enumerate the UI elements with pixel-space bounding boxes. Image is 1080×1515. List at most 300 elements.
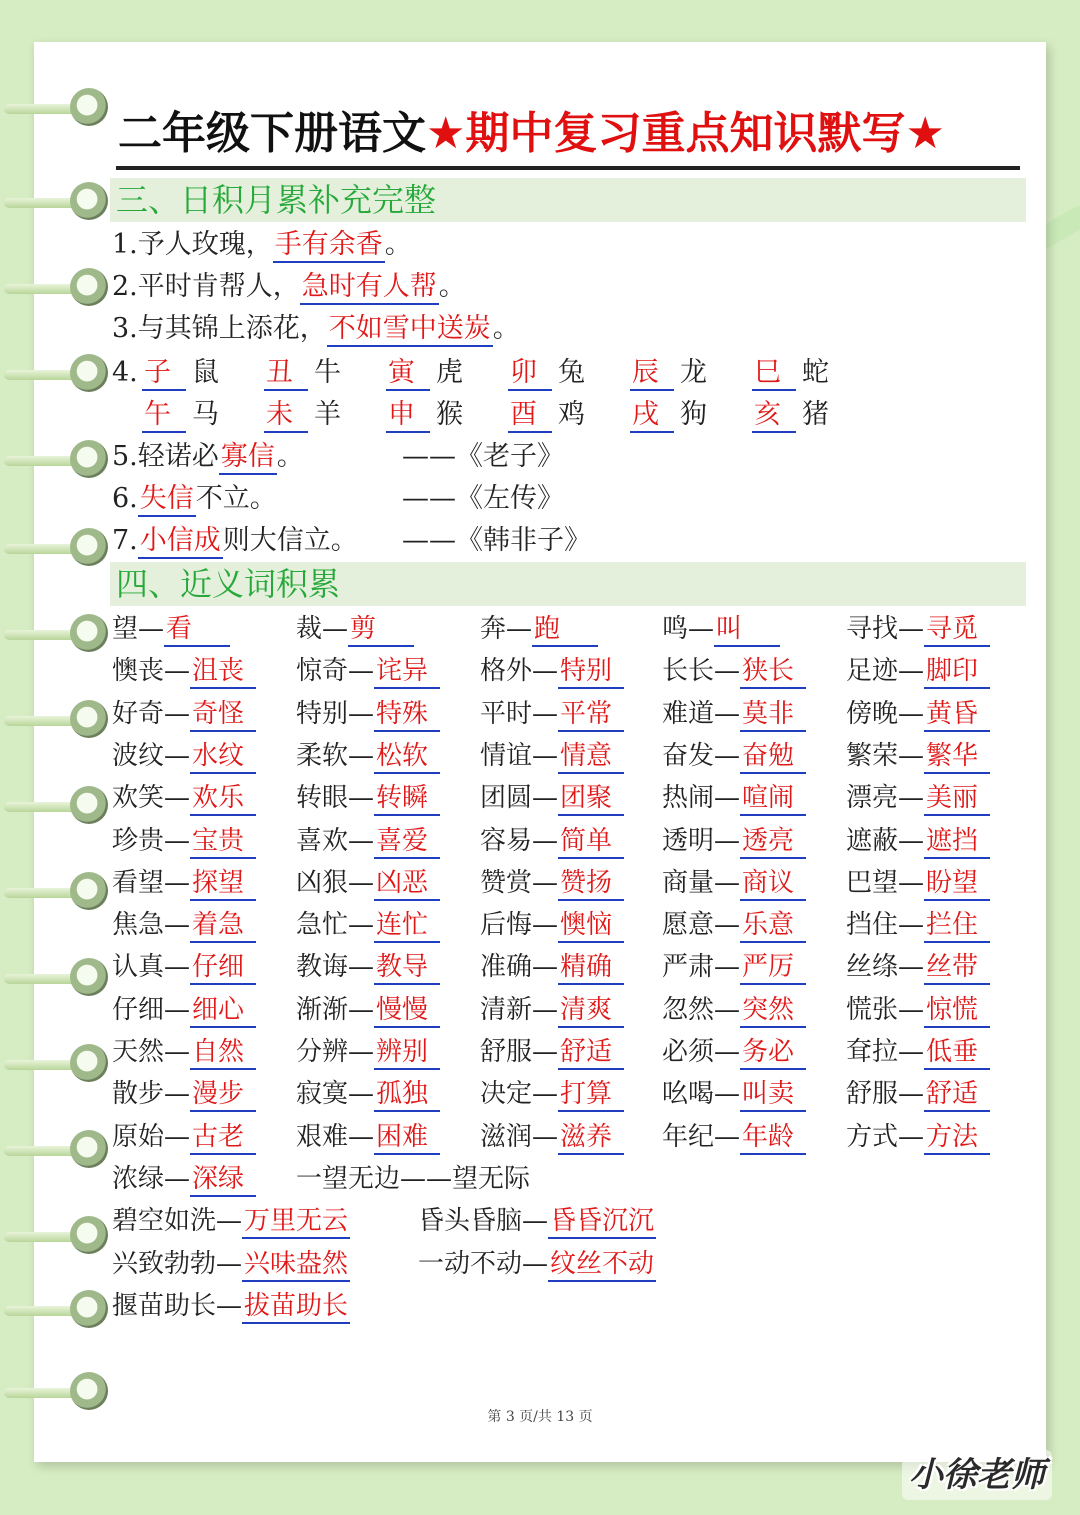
ring-hole: [70, 354, 108, 392]
word: 望: [112, 614, 139, 644]
answer-blank: 亥: [752, 399, 796, 433]
word: 急忙: [296, 910, 349, 941]
synonym-pair: [296, 866, 440, 901]
answer-blank: 寻觅: [924, 613, 990, 647]
line-text: 。: [438, 271, 466, 302]
word: 吆喝: [662, 1079, 715, 1110]
answer-blank: 仔细: [190, 951, 256, 985]
answer-blank: 丑: [264, 357, 308, 391]
dash: —: [898, 825, 925, 856]
idiom: 揠苗助长: [112, 1291, 217, 1321]
fill-line-2: [112, 270, 466, 305]
synonym-pair: [296, 1077, 440, 1112]
dash: —: [138, 614, 165, 644]
word: 舒服: [846, 1079, 899, 1110]
answer-blank: 清爽: [558, 994, 624, 1028]
synonym-pair: [112, 739, 256, 774]
synonym-pair: [112, 824, 256, 859]
synonym-pair: [846, 654, 990, 689]
answer-blank: 务必: [740, 1036, 806, 1070]
word: 懊丧: [112, 656, 165, 687]
dash: —: [898, 910, 925, 941]
word: 看望: [112, 867, 165, 898]
synonym-pair: [662, 697, 806, 732]
synonym-pair: [480, 739, 624, 774]
answer-blank: 惊慌: [924, 994, 990, 1028]
binder-ring: [4, 958, 116, 998]
synonym-pair: [480, 866, 624, 901]
word: 原始: [112, 1121, 165, 1152]
line-text: 。: [276, 441, 304, 472]
zodiac-animal: 羊: [314, 399, 341, 430]
binder-ring: [4, 1216, 116, 1256]
answer-blank: 子: [142, 357, 186, 391]
binder-ring: [4, 700, 116, 740]
synonym-pair: [296, 950, 440, 985]
idiom: 兴致勃勃: [112, 1248, 217, 1279]
answer-blank: 叫卖: [740, 1078, 806, 1112]
line-text: 。: [384, 229, 412, 260]
synonym-pair: [662, 993, 806, 1028]
word: 忽然: [662, 994, 715, 1025]
answer-blank: 简单: [558, 825, 624, 859]
answer-blank: 戌: [630, 399, 674, 433]
answer-blank: 着急: [190, 909, 256, 943]
answer-blank: 细心: [190, 994, 256, 1028]
dash: —: [348, 825, 375, 856]
dash: —: [714, 1037, 741, 1067]
synonym-pair: [662, 612, 780, 647]
dash: —: [532, 867, 559, 898]
word: 裁: [296, 614, 323, 644]
answer-blank: 卯: [508, 357, 552, 391]
answer-blank: 商议: [740, 867, 806, 901]
zodiac-animal: 牛: [314, 357, 341, 388]
title-underline: [116, 166, 1020, 170]
zodiac-pair: [264, 398, 341, 433]
word: 分辨: [296, 1037, 349, 1067]
zodiac-animal: 鼠: [192, 357, 219, 388]
word: 焦急: [112, 910, 165, 941]
dash: —: [898, 656, 925, 687]
synonym-pair: [112, 1120, 256, 1155]
answer-blank: 古老: [190, 1121, 256, 1155]
zodiac-pair: [142, 398, 219, 433]
answer-blank: 突然: [740, 994, 806, 1028]
word: 鸣: [662, 614, 689, 644]
answer-blank: 喧闹: [740, 782, 806, 816]
answer-blank: 急时有人帮: [300, 271, 439, 305]
answer-blank: 转瞬: [374, 782, 440, 816]
synonym-pair: [296, 612, 414, 647]
answer-blank: 舒适: [924, 1078, 990, 1112]
zodiac-pair: [508, 356, 585, 391]
dash: —: [348, 656, 375, 687]
line-text: 1.予人玫瑰，: [112, 229, 273, 260]
dash: —: [898, 994, 925, 1025]
ring-hole: [70, 268, 108, 306]
synonym-pair: [296, 993, 440, 1028]
answer-blank: 打算: [558, 1078, 624, 1112]
answer-blank: 美丽: [924, 782, 990, 816]
binder-ring: [4, 182, 116, 222]
synonym-pair: [112, 1077, 256, 1112]
word: 柔软: [296, 740, 349, 771]
page-footer: 第 3 页/共 13 页: [487, 1409, 593, 1425]
synonym-pair: [112, 950, 256, 985]
zodiac-pair: [508, 398, 585, 433]
synonym-pair: [662, 781, 806, 816]
word: 漂亮: [846, 783, 899, 814]
synonym-pair: [846, 781, 990, 816]
zodiac-pair: [630, 356, 707, 391]
word: 团圆: [480, 783, 533, 814]
binder-ring: [4, 528, 116, 568]
answer-blank: 特别: [558, 655, 624, 689]
synonym-pair: [112, 908, 256, 943]
synonym-pair: [662, 739, 806, 774]
synonym-pair: [480, 697, 624, 732]
synonym-pair: [480, 781, 624, 816]
quote-line-5: [112, 440, 304, 475]
word: 惊奇: [296, 656, 349, 687]
binder-ring: [4, 1290, 116, 1330]
binder-ring: [4, 1044, 116, 1084]
word: 商量: [662, 867, 715, 898]
plain-idiom-pair: 一望无边——望无际: [296, 1164, 531, 1194]
answer-blank: 寡信: [219, 441, 277, 475]
binder-ring: [4, 614, 116, 654]
synonym-pair: [480, 1035, 624, 1070]
answer-blank: 辰: [630, 357, 674, 391]
synonym-pair: [480, 824, 624, 859]
synonym-pair: [846, 1077, 990, 1112]
synonym-pair: [296, 824, 440, 859]
word: 足迹: [846, 656, 899, 687]
synonym-pair: [662, 1077, 806, 1112]
dash: —: [164, 740, 191, 771]
answer-blank: 看: [164, 613, 230, 647]
dash: —: [164, 656, 191, 687]
word: 愿意: [662, 910, 715, 941]
word: 天然: [112, 1037, 165, 1067]
word: 好奇: [112, 698, 165, 729]
synonym-pair: [846, 612, 990, 647]
word: 后悔: [480, 910, 533, 941]
synonym-pair: [296, 1035, 440, 1070]
synonym-pair: [846, 1120, 990, 1155]
synonym-pair: [296, 697, 440, 732]
zodiac-pair: [142, 356, 219, 391]
answer-blank: 申: [386, 399, 430, 433]
answer-blank: 诧异: [374, 655, 440, 689]
answer-blank: 乐意: [740, 909, 806, 943]
answer-blank: 特殊: [374, 698, 440, 732]
word: 赞赏: [480, 867, 533, 898]
synonym-pair: [846, 993, 990, 1028]
dash: —: [898, 614, 925, 644]
zodiac-pair: [386, 398, 463, 433]
word: 决定: [480, 1079, 533, 1110]
answer-blank: 精确: [558, 951, 624, 985]
word: 清新: [480, 994, 533, 1025]
zodiac-pair: [386, 356, 463, 391]
answer-blank: 莫非: [740, 698, 806, 732]
answer-blank: 万里无云: [242, 1205, 350, 1239]
ring-hole: [70, 440, 108, 478]
answer-blank: 探望: [190, 867, 256, 901]
answer-blank: 手有余香: [273, 229, 385, 263]
line-text: 5.轻诺必: [112, 441, 219, 472]
word: 年纪: [662, 1121, 715, 1152]
ring-hole: [70, 182, 108, 220]
answer-blank: 透亮: [740, 825, 806, 859]
synonym-pair: [112, 612, 230, 647]
word: 慌张: [846, 994, 899, 1025]
dash: —: [532, 656, 559, 687]
answer-blank: 自然: [190, 1036, 256, 1070]
word: 奋发: [662, 740, 715, 771]
dash: —: [898, 1079, 925, 1110]
word: 容易: [480, 825, 533, 856]
synonym-pair: [296, 781, 440, 816]
dash: —: [164, 952, 191, 983]
word: 艰难: [296, 1121, 349, 1152]
word: 奔: [480, 614, 507, 644]
answer-blank: 寅: [386, 357, 430, 391]
dash: —: [532, 740, 559, 771]
answer-blank: 酉: [508, 399, 552, 433]
word: 难道: [662, 698, 715, 729]
answer-blank: 黄昏: [924, 698, 990, 732]
idiom-pair: [112, 1204, 350, 1239]
answer-blank: 凶恶: [374, 867, 440, 901]
zodiac-animal: 兔: [558, 357, 585, 388]
zodiac-pair: [752, 356, 829, 391]
ring-hole: [70, 88, 108, 126]
ring-hole: [70, 614, 108, 652]
idiom: 碧空如洗: [112, 1206, 217, 1236]
dash: —: [714, 1121, 741, 1152]
synonym-pair: [662, 824, 806, 859]
dash: —: [322, 614, 349, 644]
dash: —: [164, 994, 191, 1025]
answer-blank: 困难: [374, 1121, 440, 1155]
synonym-pair: [112, 866, 256, 901]
synonym-pair: [662, 654, 806, 689]
answer-blank: 狭长: [740, 655, 806, 689]
synonym-pair: [480, 1077, 624, 1112]
dash: —: [348, 1037, 375, 1067]
dash: —: [348, 740, 375, 771]
answer-blank: 连忙: [374, 909, 440, 943]
dash: —: [164, 910, 191, 941]
binder-ring: [4, 786, 116, 826]
answer-blank: 宝贵: [190, 825, 256, 859]
dash: —: [216, 1248, 243, 1279]
answer-blank: 平常: [558, 698, 624, 732]
synonym-pair: [846, 1035, 990, 1070]
dash: —: [522, 1248, 549, 1279]
word: 滋润: [480, 1121, 533, 1152]
word: 欢笑: [112, 783, 165, 814]
dash: —: [532, 783, 559, 814]
word: 丝绦: [846, 952, 899, 983]
idiom-pair: [418, 1247, 656, 1282]
word: 特别: [296, 698, 349, 729]
zodiac-animal: 狗: [680, 399, 707, 430]
answer-blank: 情意: [558, 740, 624, 774]
title-main: 二年级下册语文: [118, 108, 426, 159]
word: 寂寞: [296, 1079, 349, 1110]
synonym-pair: [112, 781, 256, 816]
synonym-pair: [846, 739, 990, 774]
word: 格外: [480, 656, 533, 687]
word: 方式: [846, 1121, 899, 1152]
answer-blank: 昏昏沉沉: [548, 1205, 656, 1239]
word: 必须: [662, 1037, 715, 1067]
answer-blank: 丝带: [924, 951, 990, 985]
word: 舒服: [480, 1037, 533, 1067]
answer-blank: 赞扬: [558, 867, 624, 901]
fill-line-3: [112, 312, 520, 347]
synonym-pair: [480, 950, 624, 985]
answer-blank: 水纹: [190, 740, 256, 774]
title-highlight: ★期中复习重点知识默写★: [426, 108, 945, 159]
dash: —: [714, 910, 741, 941]
ring-hole: [70, 1216, 108, 1254]
answer-blank: 低垂: [924, 1036, 990, 1070]
word: 喜欢: [296, 825, 349, 856]
synonym-pair: [296, 1120, 440, 1155]
answer-blank: 松软: [374, 740, 440, 774]
line-text: 则大信立。: [222, 525, 358, 556]
dash: —: [898, 1037, 925, 1067]
answer-blank: 奋勉: [740, 740, 806, 774]
dash: —: [348, 783, 375, 814]
answer-blank: 不如雪中送炭: [327, 313, 493, 347]
dash: —: [714, 825, 741, 856]
zodiac-pair: [264, 356, 341, 391]
binder-ring: [4, 872, 116, 912]
synonym-pair: [480, 612, 598, 647]
synonym-pair: [296, 908, 440, 943]
synonym-pair: [846, 697, 990, 732]
binder-ring: [4, 88, 116, 128]
synonym-pair: [846, 866, 990, 901]
dash: —: [898, 1121, 925, 1152]
answer-blank: 慢慢: [374, 994, 440, 1028]
quote-source: ——《老子》: [402, 441, 564, 472]
synonym-pair: [662, 950, 806, 985]
word: 认真: [112, 952, 165, 983]
word: 耷拉: [846, 1037, 899, 1067]
quote-line-6: [112, 482, 277, 517]
quote-source: ——《左传》: [402, 483, 564, 514]
word: 情谊: [480, 740, 533, 771]
ring-hole: [70, 700, 108, 738]
dash: —: [164, 1164, 191, 1194]
synonym-pair: [112, 993, 256, 1028]
dash: —: [714, 867, 741, 898]
answer-blank: 繁华: [924, 740, 990, 774]
zodiac-pair: [630, 398, 707, 433]
dash: —: [216, 1291, 243, 1321]
zodiac-animal: 猴: [436, 399, 463, 430]
ring-hole: [70, 528, 108, 566]
dash: —: [216, 1206, 243, 1236]
dash: —: [164, 783, 191, 814]
dash: —: [898, 867, 925, 898]
line-text: 不立。: [195, 483, 277, 514]
dash: —: [714, 656, 741, 687]
line-text: 3.与其锦上添花，: [112, 313, 327, 344]
zodiac-animal: 马: [192, 399, 219, 430]
zodiac-animal: 虎: [436, 357, 463, 388]
synonym-pair: [296, 654, 440, 689]
synonym-pair: [112, 1162, 256, 1197]
answer-blank: 剪: [348, 613, 414, 647]
dash: —: [714, 698, 741, 729]
answer-blank: 团聚: [558, 782, 624, 816]
answer-blank: 巳: [752, 357, 796, 391]
dash: —: [522, 1206, 549, 1236]
section-4-heading: 四、近义词积累: [116, 565, 341, 603]
dash: —: [348, 910, 375, 941]
dash: —: [348, 952, 375, 983]
answer-blank: 叫: [714, 613, 780, 647]
dash: —: [714, 783, 741, 814]
answer-blank: 懊恼: [558, 909, 624, 943]
ring-hole: [70, 786, 108, 824]
dash: —: [506, 614, 533, 644]
quote-source: ——《韩非子》: [402, 525, 591, 556]
word: 透明: [662, 825, 715, 856]
answer-blank: 辨别: [374, 1036, 440, 1070]
answer-blank: 未: [264, 399, 308, 433]
line-text: 6.: [112, 483, 138, 514]
dash: —: [532, 1037, 559, 1067]
idiom-pair: [112, 1289, 350, 1324]
synonym-pair: [662, 1120, 806, 1155]
dash: —: [532, 910, 559, 941]
dash: —: [714, 952, 741, 983]
ring-hole: [70, 1130, 108, 1168]
binder-ring: [4, 354, 116, 394]
answer-blank: 滋养: [558, 1121, 624, 1155]
answer-blank: 沮丧: [190, 655, 256, 689]
word: 凶狠: [296, 867, 349, 898]
dash: —: [348, 994, 375, 1025]
word: 热闹: [662, 783, 715, 814]
synonym-pair: [296, 739, 440, 774]
line-text: 。: [492, 313, 520, 344]
word: 严肃: [662, 952, 715, 983]
word: 散步: [112, 1079, 165, 1110]
word: 寻找: [846, 614, 899, 644]
dash: —: [532, 994, 559, 1025]
watermark-logo: 小徐老师: [902, 1450, 1052, 1500]
word: 繁荣: [846, 740, 899, 771]
synonym-pair: [662, 1035, 806, 1070]
idiom-pair: [418, 1204, 656, 1239]
synonym-pair: [480, 654, 624, 689]
idiom: 昏头昏脑: [418, 1206, 523, 1236]
ring-hole: [70, 1290, 108, 1328]
synonym-pair: [662, 908, 806, 943]
synonym-pair: [112, 697, 256, 732]
dash: —: [532, 1121, 559, 1152]
